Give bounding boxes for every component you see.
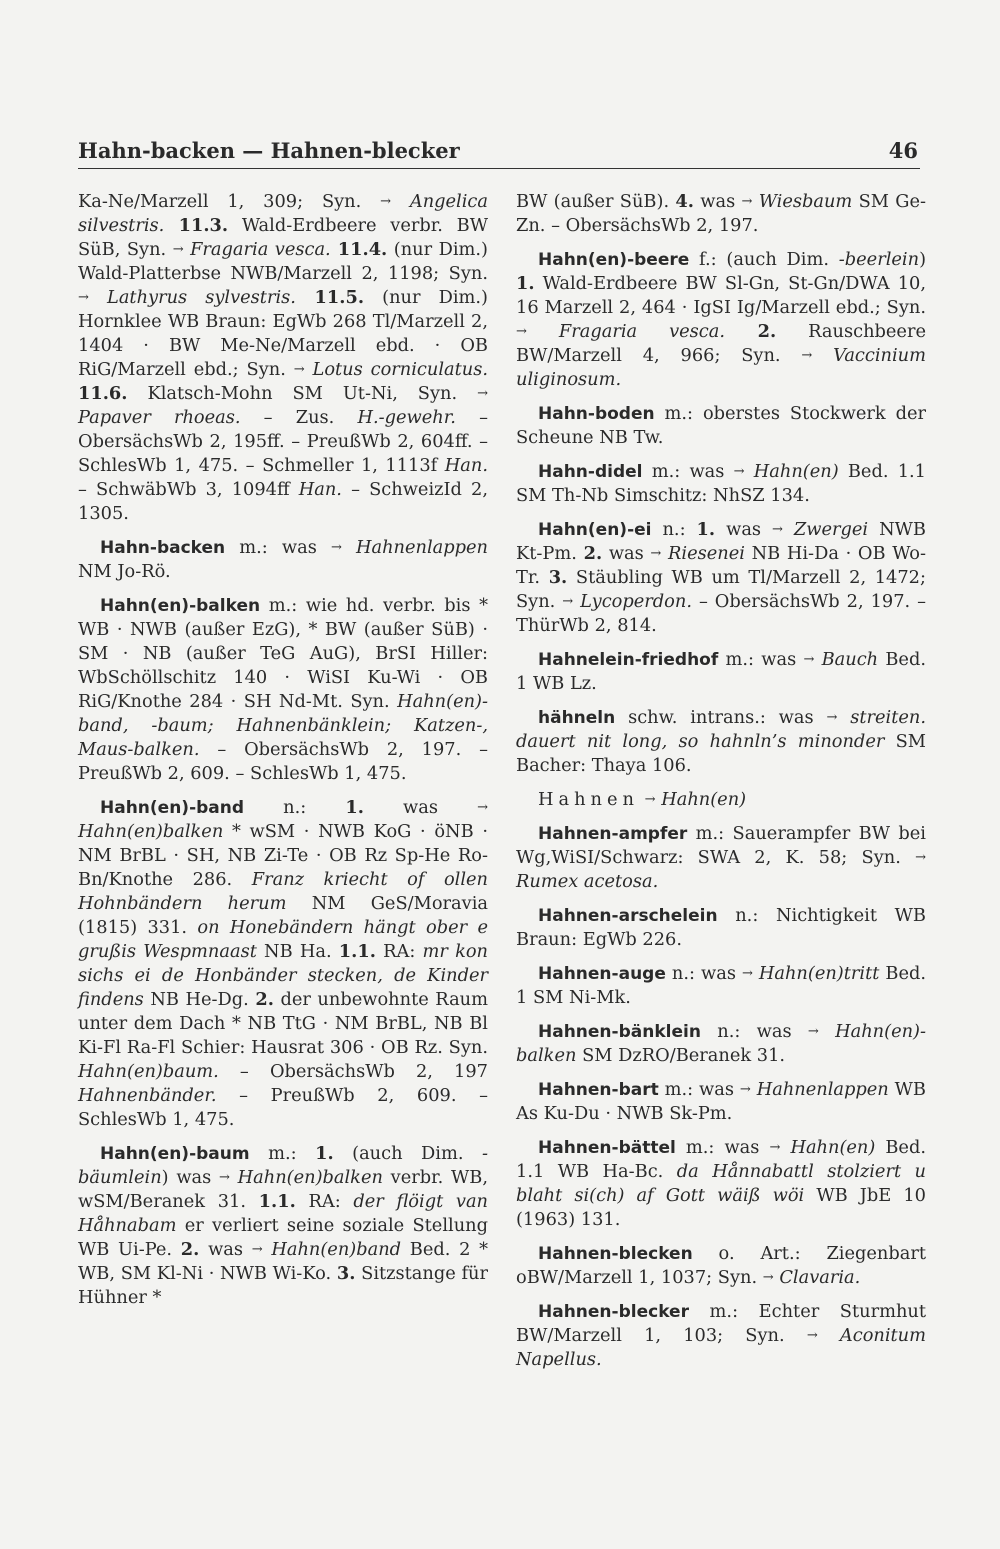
entry-hahn-didel: Hahn-didel m.: was → Hahn(en) Bed. 1.1 SM Th-Nb Simschitz: NhSZ 134.	[516, 461, 926, 506]
arrow-icon: →	[826, 710, 838, 725]
arrow-icon: →	[769, 1140, 781, 1155]
entry-hahnen-reference: Hahnen → Hahn(en)	[538, 789, 747, 810]
entry-hahnen-beere: Hahn(en)-beere f.: (auch Dim. -beerlein) 1. Wald-Erdbeere BW Sl-Gn, St-Gn/DWA 10, 16 Marzell 2, 464 · IgSI Ig/Marzell ebd.; Syn. → Fragaria vesca. 2. Rauschbeere BW/Marzell 4, 966; Syn. → Vaccinium uliginosum.	[516, 249, 926, 390]
entry-continuation: BW (außer SüB). 4. was → Wiesbaum SM Ge-Zn. – ObersächsWb 2, 197.	[516, 191, 927, 236]
entry-hahnen-balken: Hahn(en)-balken m.: wie hd. verbr. bis * WB · NWB (außer EzG), * BW (außer SüB) · SM · NB (außer TeG AuG), BrSI Hiller: WbSchöllschitz 140 · WiSI Ku-Wi · OB RiG/Knothe 284 · SH Nd-Mt. Syn. Hahn(en)-band, -baum; Hahnenbänklein; Katzen-, Maus-balken. – ObersächsWb 2, 197. – PreußWb 2, 609. – SchlesWb 1, 475.	[78, 595, 488, 784]
arrow-icon: →	[380, 194, 392, 209]
entry-hahnen-bart: Hahnen-bart m.: was → Hahnenlappen WB As Ku-Du · NWB Sk-Pm.	[516, 1079, 926, 1124]
arrow-icon: →	[477, 800, 488, 815]
arrow-icon: →	[739, 1082, 751, 1097]
arrow-icon: →	[477, 386, 488, 401]
arrow-icon: →	[741, 966, 753, 981]
arrow-icon: →	[741, 194, 753, 209]
arrow-icon: →	[807, 1024, 819, 1039]
arrow-icon: →	[644, 792, 656, 807]
entry-haehneln: hähneln schw. intrans.: was → streiten. dauert nit long, so hahnln’s minonder SM Bacher: Thaya 106.	[516, 707, 926, 776]
entry-hahnen-band: Hahn(en)-band n.: 1. was → Hahn(en)balken * wSM · NWB KoG · öNB · NM BrBL · SH, NB Zi-Te · OB Rz Sp-He Ro-Bn/Knothe 286. Franz kriecht of ollen Hohnbändern herum NM GeS/Moravia (1815) 331. on Honebändern hängt ober e grußis Wespmnaast NB Ha. 1.1. RA: mr kon sichs ei de Honbänder stecken, de Kinder findens NB He-Dg. 2. der unbewohnte Raum unter dem Dach * NB TtG · NM BrBL, NB Bl Ki-Fl Ra-Fl Schier: Hausrat 306 · OB Rz. Syn. Hahn(en)baum. – ObersächsWb 2, 197 Hahnenbänder. – PreußWb 2, 609. – SchlesWb 1, 475.	[78, 797, 489, 1130]
arrow-icon: →	[801, 348, 813, 363]
arrow-icon: →	[293, 362, 305, 377]
entry-hahnen-baenklein: Hahnen-bänklein n.: was → Hahn(en)-balken SM DzRO/Beranek 31.	[516, 1021, 926, 1066]
header-title: Hahn-backen — Hahnen-blecker	[78, 138, 460, 163]
arrow-icon: →	[219, 1170, 230, 1185]
entry-continuation: Ka-Ne/Marzell 1, 309; Syn. → Angelica silvestris. 11.3. Wald-Erdbeere verbr. BW SüB, Syn. → Fragaria vesca. 11.4. (nur Dim.) Wald-Platterbse NWB/Marzell 2, 1198; Syn. → Lathyrus sylvestris. 11.5. (nur Dim.) Hornklee WB Braun: EgWb 268 Tl/Marzell 2, 1404 · BW Me-Ne/Marzell ebd. · OB RiG/Marzell ebd.; Syn. → Lotus corniculatus. 11.6. Klatsch-Mohn SM Ut-Ni, Syn. → Papaver rhoeas. – Zus. H.-gewehr. – ObersächsWb 2, 195ff. – PreußWb 2, 604ff. – SchlesWb 1, 475. – Schmeller 1, 1113f Han. – SchwäbWb 3, 1094ff Han. – SchweizId 2, 1305.	[78, 191, 489, 524]
entry-hahnen-arschelein: Hahnen-arschelein n.: Nichtigkeit WB Braun: EgWb 226.	[516, 905, 926, 950]
arrow-icon: →	[330, 540, 342, 555]
running-header	[78, 138, 920, 169]
arrow-icon: →	[806, 1328, 818, 1343]
left-column	[78, 190, 488, 1320]
arrow-icon: →	[762, 1270, 774, 1285]
entry-hahnelein-friedhof: Hahnelein-friedhof m.: was → Bauch Bed. 1 WB Lz.	[516, 649, 926, 694]
arrow-icon: →	[516, 324, 527, 339]
arrow-icon: →	[562, 594, 574, 609]
arrow-icon: →	[915, 850, 926, 865]
entry-hahnen-ei: Hahn(en)-ei n.: 1. was → Zwergei NWB Kt-Pm. 2. was → Riesenei NB Hi-Da · OB Wo-Tr. 3. Stäubling WB um Tl/Marzell 2, 1472; Syn. → Lycoperdon. – ObersächsWb 2, 197. – ThürWb 2, 814.	[516, 519, 927, 636]
entry-hahnen-baettel: Hahnen-bättel m.: was → Hahn(en) Bed. 1.1 WB Ha-Bc. da Hånnabattl stolziert u blaht si(ch) af Gott wäiß wöi WB JbE 10 (1963) 131.	[516, 1137, 926, 1230]
entry-hahnen-blecker: Hahnen-blecker m.: Echter Sturmhut BW/Marzell 1, 103; Syn. → Aconitum Napellus.	[516, 1301, 926, 1370]
entry-hahn-backen: Hahn-backen m.: was → Hahnenlappen NM Jo-Rö.	[78, 537, 488, 582]
right-column	[516, 190, 926, 1382]
entry-hahnen-auge: Hahnen-auge n.: was → Hahn(en)tritt Bed. 1 SM Ni-Mk.	[516, 963, 926, 1008]
arrow-icon: →	[733, 464, 745, 479]
arrow-icon: →	[772, 522, 783, 537]
entry-hahnen-baum: Hahn(en)-baum m.: 1. (auch Dim. -bäumlein) was → Hahn(en)balken verbr. WB, wSM/Beranek 31. 1.1. RA: der flöigt van Håhnabam er verliert seine soziale Stellung WB Ui-Pe. 2. was → Hahn(en)band Bed. 2 * WB, SM Kl-Ni · NWB Wi-Ko. 3. Sitzstange für Hühner *	[78, 1143, 489, 1308]
arrow-icon: →	[803, 652, 815, 667]
entry-hahnen-blecken: Hahnen-blecken o. Art.: Ziegenbart oBW/Marzell 1, 1037; Syn. → Clavaria.	[516, 1243, 926, 1288]
arrow-icon: →	[172, 242, 184, 257]
arrow-icon: →	[78, 290, 89, 305]
arrow-icon: →	[251, 1242, 263, 1257]
entry-hahnen-ampfer: Hahnen-ampfer m.: Sauerampfer BW bei Wg,WiSI/Schwarz: SWA 2, K. 58; Syn. → Rumex acetosa.	[516, 823, 926, 892]
arrow-icon: →	[650, 546, 662, 561]
entry-hahn-boden: Hahn-boden m.: oberstes Stockwerk der Scheune NB Tw.	[516, 403, 926, 448]
page-number: 46	[888, 138, 918, 163]
